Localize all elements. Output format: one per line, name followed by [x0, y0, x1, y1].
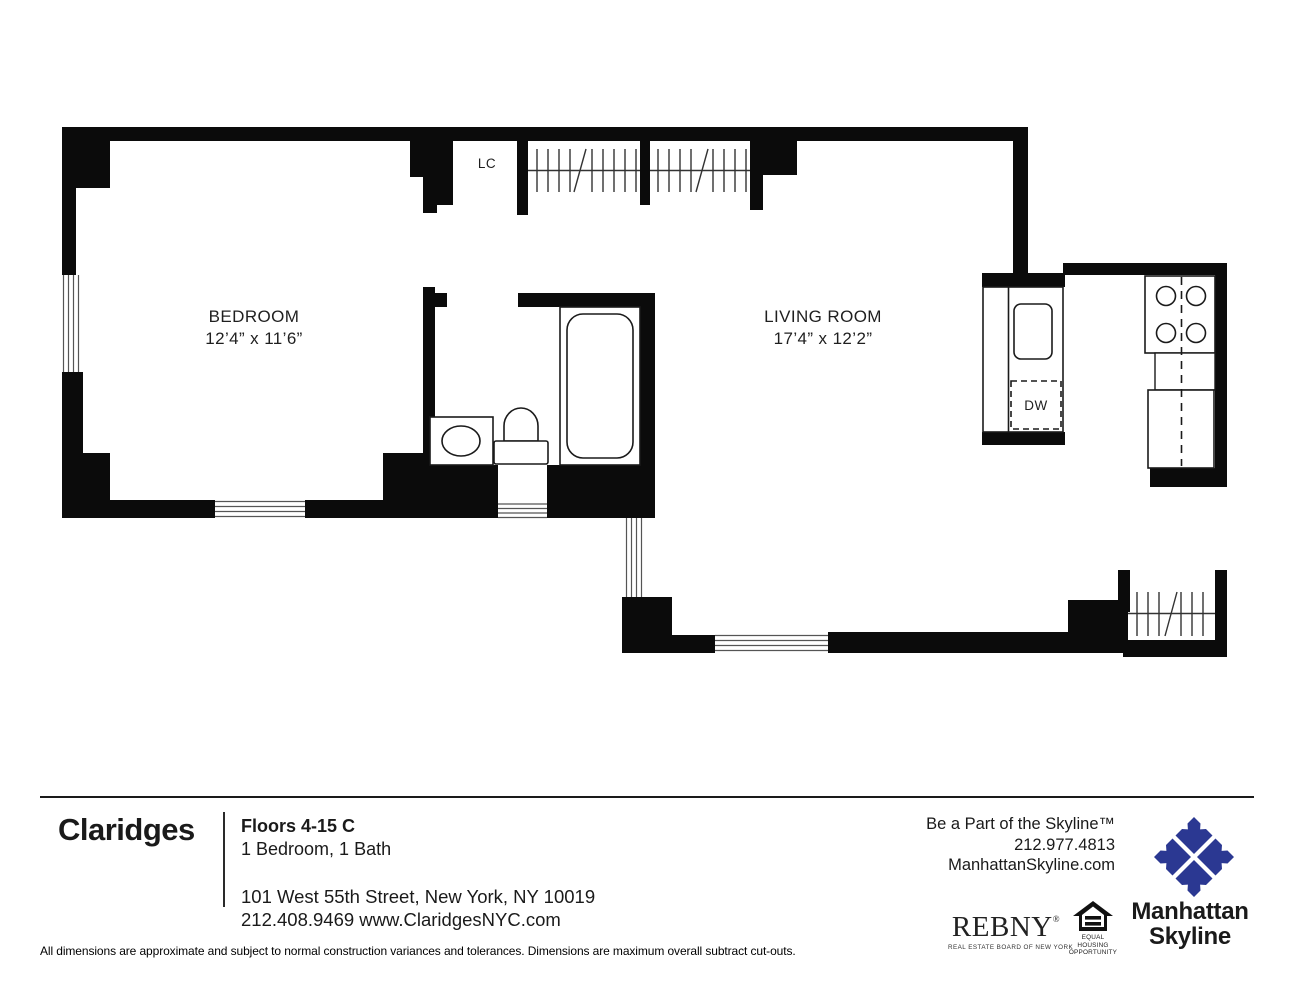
window-bedroom-south [215, 502, 305, 517]
disclaimer-text: All dimensions are approximate and subject to normal construction variances and tolerances. Dimensions are maximum overall subtract cut-outs. [40, 944, 796, 958]
stove-fixture [1145, 276, 1215, 353]
skyline-site: ManhattanSkyline.com [948, 856, 1115, 874]
footer-divider-rule [40, 796, 1254, 798]
eho-line2: OPPORTUNITY [1068, 949, 1118, 956]
rebny-subtitle: REAL ESTATE BOARD OF NEW YORK [948, 944, 1074, 951]
manhattan-skyline-wordmark [1124, 899, 1256, 949]
manhattan-skyline-logo-icon [1152, 815, 1236, 899]
window-living-south [715, 636, 828, 651]
kitchen-mid-counter [1155, 353, 1215, 390]
skyline-contact-block [926, 814, 1115, 876]
closet-rod-1 [528, 149, 640, 192]
building-name: Claridges [58, 812, 195, 847]
address-line: 101 West 55th Street, New York, NY 10019 [241, 886, 596, 907]
skyline-phone: 212.977.4813 [1014, 835, 1115, 854]
rebny-registered-mark: ® [1052, 914, 1061, 924]
rebny-logo [948, 905, 1074, 951]
equal-housing-logo [1068, 901, 1118, 957]
bathtub-fixture [560, 307, 640, 465]
closet-rod-2 [650, 149, 750, 192]
vertical-divider [223, 812, 225, 907]
refrigerator-fixture [1148, 390, 1214, 468]
equal-housing-icon [1073, 901, 1113, 932]
skyline-tagline: Be a Part of the Skyline™ [926, 815, 1115, 833]
bath-sink-fixture [430, 417, 493, 465]
bedroom-label: BEDROOM [208, 307, 300, 326]
unit-line: 1 Bedroom, 1 Bath [241, 839, 392, 859]
living-room-label: LIVING ROOM [764, 307, 882, 326]
window-left [64, 275, 79, 372]
unit-info-block [241, 815, 595, 931]
floors-line: Floors 4-15 C [241, 816, 356, 836]
window-living-west [627, 518, 642, 597]
rebny-name: REBNY [951, 911, 1053, 943]
bedroom-dims: 12’4” x 11’6” [205, 329, 303, 348]
contact-line: 212.408.9469 www.ClaridgesNYC.com [241, 909, 561, 930]
eho-line1: EQUAL HOUSING [1077, 934, 1109, 949]
window-bath-south [498, 504, 547, 518]
kitchen-sink-fixture [1014, 304, 1052, 359]
toilet-fixture [494, 408, 548, 464]
ms-word-line1: Manhattan [1131, 898, 1249, 925]
dishwasher-label: DW [1024, 398, 1048, 413]
closet-rod-3 [1128, 592, 1215, 636]
linen-closet-label: LC [477, 156, 497, 171]
ms-word-line2: Skyline [1149, 923, 1231, 950]
living-room-dims: 17’4” x 12’2” [773, 329, 873, 348]
